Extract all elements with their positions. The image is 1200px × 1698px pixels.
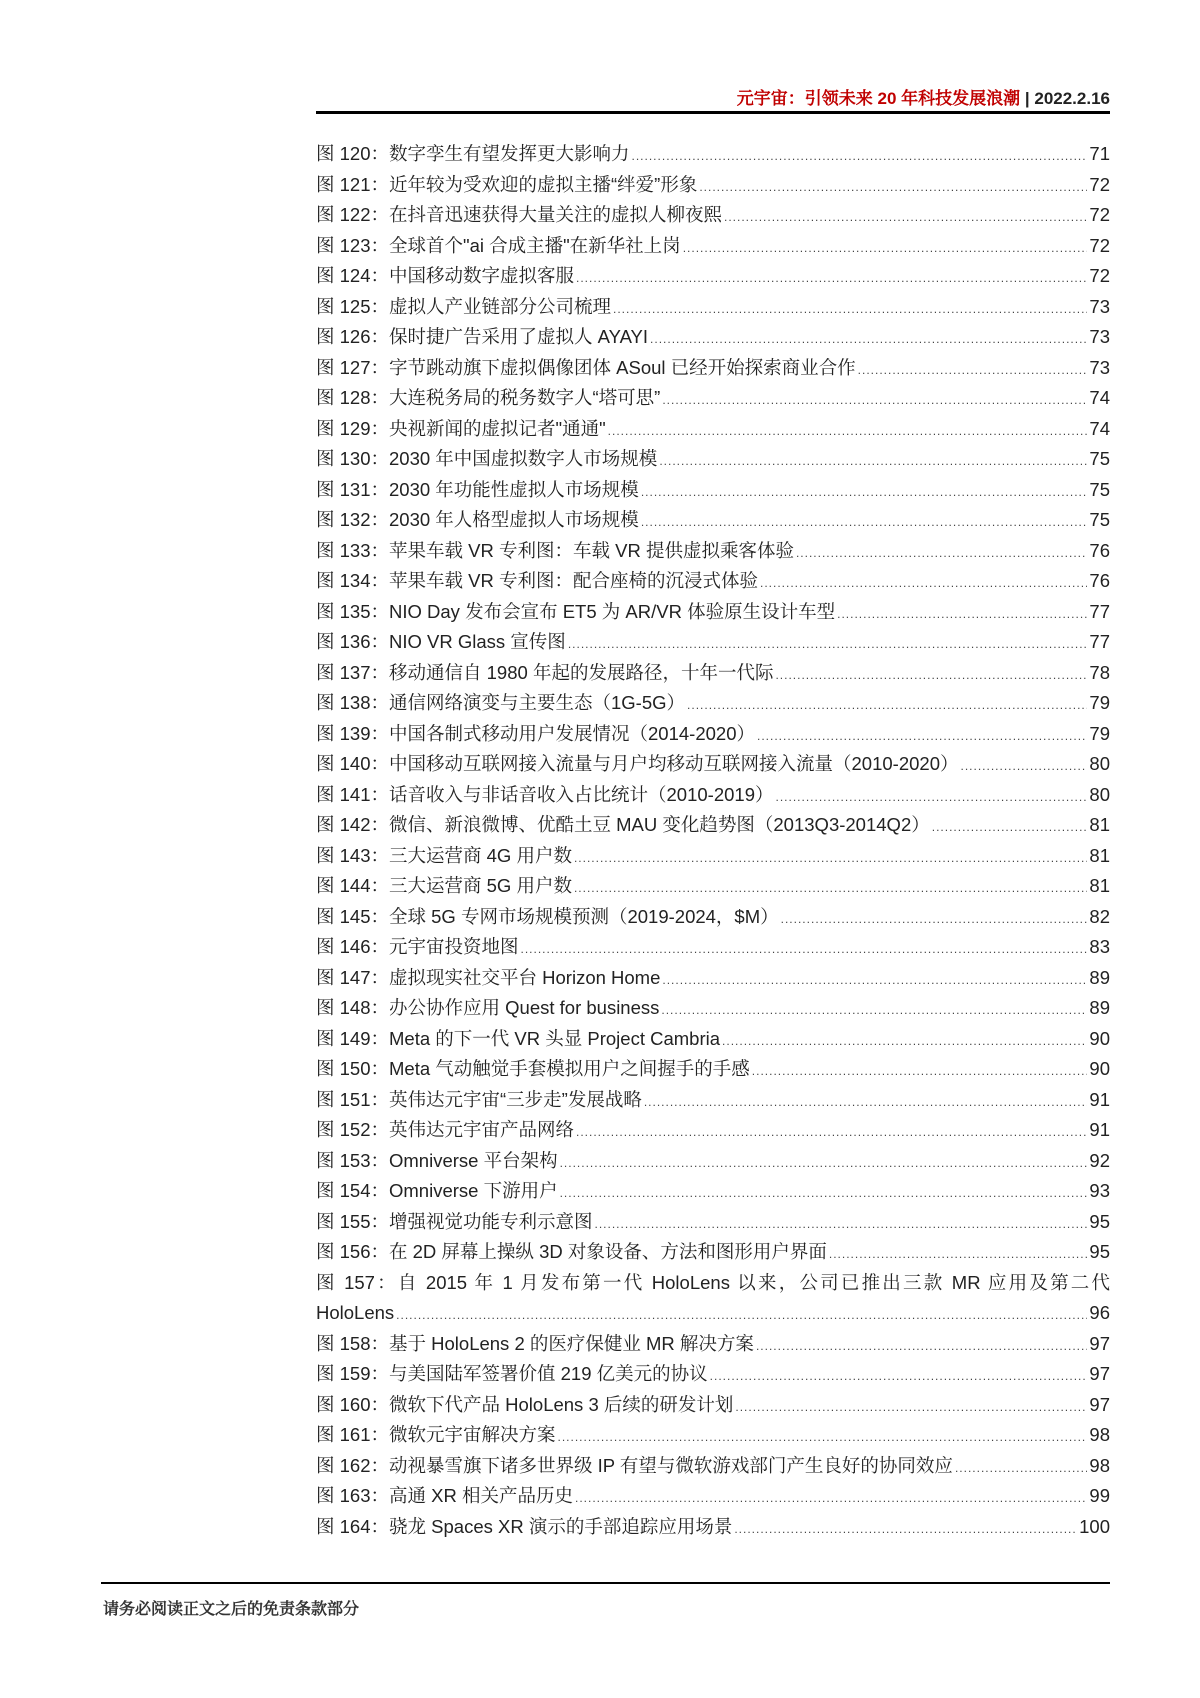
entry-page: 72 bbox=[1089, 204, 1110, 225]
toc-entry[interactable] bbox=[316, 627, 1110, 658]
entry-label: 图 137：移动通信自 1980 年起的发展路径，十年一代际 bbox=[316, 661, 774, 683]
entry-page: 73 bbox=[1089, 326, 1110, 347]
dot-leader bbox=[576, 263, 1087, 294]
dot-leader bbox=[641, 507, 1088, 538]
entry-label: 图 135：NIO Day 发布会宣布 ET5 为 AR/VR 体验原生设计车型 bbox=[316, 600, 836, 622]
footer-disclaimer: 请务必阅读正文之后的免责条款部分 bbox=[103, 1601, 360, 1618]
entry-label: 图 143：三大运营商 4G 用户数 bbox=[316, 844, 572, 866]
entry-label: 图 122：在抖音迅速获得大量关注的虚拟人柳夜熙 bbox=[316, 204, 723, 225]
entry-page: 72 bbox=[1089, 173, 1110, 195]
dot-leader bbox=[560, 1178, 1088, 1209]
entry-label: 图 141：话音收入与非话音收入占比统计（2010-2019） bbox=[316, 783, 774, 805]
entry-label: 图 125：虚拟人产业链部分公司梳理 bbox=[316, 295, 612, 317]
entry-page: 90 bbox=[1089, 1058, 1110, 1079]
toc-entry[interactable] bbox=[316, 780, 1110, 811]
dot-leader bbox=[575, 1483, 1087, 1514]
dot-leader bbox=[775, 782, 1087, 813]
dot-leader bbox=[641, 477, 1088, 508]
toc-entry[interactable] bbox=[316, 505, 1110, 536]
entry-label: 图 149：Meta 的下一代 VR 头显 Project Cambria bbox=[316, 1027, 721, 1049]
entry-page: 95 bbox=[1089, 1210, 1110, 1232]
dot-leader bbox=[710, 1361, 1088, 1392]
toc-entry[interactable] bbox=[316, 688, 1110, 719]
entry-page: 97 bbox=[1089, 1363, 1110, 1384]
header-separator: | bbox=[1024, 89, 1030, 108]
entry-label: 图 126：保时捷广告采用了虚拟人 AYAYI bbox=[316, 326, 649, 347]
toc-entry[interactable] bbox=[316, 1237, 1110, 1268]
toc-entry[interactable] bbox=[316, 1481, 1110, 1512]
dot-leader bbox=[560, 1148, 1088, 1179]
dot-leader bbox=[662, 965, 1087, 996]
entry-label: 图 153：Omniverse 平台架构 bbox=[316, 1149, 558, 1171]
toc-entry[interactable] bbox=[316, 932, 1110, 963]
entry-page: 99 bbox=[1089, 1485, 1110, 1506]
entry-page: 97 bbox=[1089, 1393, 1110, 1415]
toc-entry[interactable] bbox=[316, 963, 1110, 994]
entry-label: 图 148：办公协作应用 Quest for business bbox=[316, 997, 660, 1018]
toc-entry[interactable] bbox=[316, 1512, 1110, 1543]
dot-leader bbox=[576, 1117, 1087, 1148]
entry-label: 图 131：2030 年功能性虚拟人市场规模 bbox=[316, 478, 639, 500]
entry-page: 81 bbox=[1089, 814, 1110, 835]
dot-leader bbox=[796, 538, 1087, 569]
report-title: 元宇宙：引领未来 20 年科技发展浪潮 bbox=[736, 89, 1021, 108]
entry-label: 图 144：三大运营商 5G 用户数 bbox=[316, 875, 572, 896]
entry-page: 72 bbox=[1089, 234, 1110, 256]
entry-label: 图 155：增强视觉功能专利示意图 bbox=[316, 1210, 593, 1232]
entry-label: 图 150：Meta 气动触觉手套模拟用户之间握手的手感 bbox=[316, 1058, 750, 1079]
entry-label: 图 160：微软下代产品 HoloLens 3 后续的研发计划 bbox=[316, 1393, 734, 1415]
toc-entry[interactable] bbox=[316, 841, 1110, 872]
entry-label: 图 156：在 2D 屏幕上操纵 3D 对象设备、方法和图形用户界面 bbox=[316, 1241, 827, 1262]
toc-entry[interactable] bbox=[316, 597, 1110, 628]
entry-label: 图 162：动视暴雪旗下诸多世界级 IP 有望与微软游戏部门产生良好的协同效应 bbox=[316, 1454, 953, 1476]
header-rule bbox=[316, 111, 1110, 114]
dot-leader bbox=[775, 660, 1087, 691]
entry-page: 83 bbox=[1089, 936, 1110, 957]
toc-entry[interactable] bbox=[316, 902, 1110, 933]
entry-label: 图 136：NIO VR Glass 宣传图 bbox=[316, 631, 566, 652]
page-header bbox=[316, 84, 1110, 109]
entry-page: 89 bbox=[1089, 997, 1110, 1018]
dot-leader bbox=[644, 1087, 1088, 1118]
entry-page: 75 bbox=[1089, 478, 1110, 500]
toc-entry[interactable] bbox=[316, 871, 1110, 902]
toc-entry[interactable] bbox=[316, 1329, 1110, 1360]
toc-entry[interactable] bbox=[316, 1451, 1110, 1482]
entry-page: 77 bbox=[1089, 600, 1110, 622]
dot-leader bbox=[752, 1056, 1088, 1087]
toc-entry[interactable] bbox=[316, 292, 1110, 323]
entry-page: 98 bbox=[1089, 1454, 1110, 1476]
dot-leader bbox=[955, 1453, 1087, 1484]
entry-page: 76 bbox=[1089, 570, 1110, 591]
entry-page: 89 bbox=[1089, 966, 1110, 988]
entry-page: 75 bbox=[1089, 509, 1110, 530]
toc-entry[interactable] bbox=[316, 1054, 1110, 1085]
entry-page: 100 bbox=[1079, 1515, 1110, 1537]
entry-page: 78 bbox=[1089, 661, 1110, 683]
toc-entry[interactable] bbox=[316, 353, 1110, 384]
dot-leader bbox=[781, 904, 1088, 935]
dot-leader bbox=[722, 1026, 1087, 1057]
toc-entry[interactable] bbox=[316, 1085, 1110, 1116]
dot-leader bbox=[659, 446, 1087, 477]
entry-label: HoloLens bbox=[316, 1302, 395, 1323]
toc-entry[interactable] bbox=[316, 536, 1110, 567]
entry-page: 96 bbox=[1089, 1302, 1110, 1323]
toc-entry[interactable] bbox=[316, 1359, 1110, 1390]
dot-leader bbox=[756, 1331, 1087, 1362]
entry-page: 91 bbox=[1089, 1088, 1110, 1110]
toc-entry[interactable] bbox=[316, 231, 1110, 262]
entry-label: 图 121：近年较为受欢迎的虚拟主播“绊爱”形象 bbox=[316, 173, 698, 195]
footer-rule bbox=[101, 1582, 1110, 1584]
dot-leader bbox=[608, 416, 1088, 447]
entry-label: 图 147：虚拟现实社交平台 Horizon Home bbox=[316, 966, 661, 988]
toc-entry[interactable] bbox=[316, 1207, 1110, 1238]
entry-label: 图 164：骁龙 Spaces XR 演示的手部追踪应用场景 bbox=[316, 1515, 733, 1537]
entry-label: 图 163：高通 XR 相关产品历史 bbox=[316, 1485, 573, 1506]
toc-entry[interactable] bbox=[316, 810, 1110, 841]
entry-page: 73 bbox=[1089, 356, 1110, 378]
entry-page: 81 bbox=[1089, 875, 1110, 896]
toc-entry[interactable] bbox=[316, 1115, 1110, 1146]
entry-page: 72 bbox=[1089, 265, 1110, 286]
entry-page: 97 bbox=[1089, 1332, 1110, 1354]
entry-label: 图 130：2030 年中国虚拟数字人市场规模 bbox=[316, 448, 658, 469]
entry-label: 图 161：微软元宇宙解决方案 bbox=[316, 1424, 556, 1445]
toc-entry[interactable] bbox=[316, 383, 1110, 414]
dot-leader bbox=[558, 1422, 1088, 1453]
toc-entry[interactable] bbox=[316, 414, 1110, 445]
entry-label: 图 142：微信、新浪微博、优酷土豆 MAU 变化趋势图（2013Q3-2014Q2） bbox=[316, 814, 930, 835]
entry-label: 图 127：字节跳动旗下虚拟偶像团体 ASoul 已经开始探索商业合作 bbox=[316, 356, 856, 378]
dot-leader bbox=[650, 324, 1087, 355]
entry-label: 图 120：数字孪生有望发挥更大影响力 bbox=[316, 143, 630, 164]
entry-label: 图 124：中国移动数字虚拟客服 bbox=[316, 265, 575, 286]
toc-entry[interactable] bbox=[316, 1420, 1110, 1451]
dot-leader bbox=[699, 172, 1087, 203]
entry-label: 图 133：苹果车载 VR 专利图：车载 VR 提供虚拟乘客体验 bbox=[316, 539, 794, 561]
toc-entry-line1[interactable]: 图 157：自 2015 年 1 月发布第一代 HoloLens 以来，公司已推出三款 MR 应用及第二代 bbox=[316, 1271, 1110, 1293]
dot-leader bbox=[396, 1300, 1087, 1331]
toc-entry[interactable] bbox=[316, 719, 1110, 750]
entry-page: 92 bbox=[1089, 1149, 1110, 1171]
toc-entry[interactable] bbox=[316, 139, 1110, 170]
entry-label: 图 140：中国移动互联网接入流量与月户均移动互联网接入流量（2010-2020） bbox=[316, 753, 959, 774]
toc-entry[interactable] bbox=[316, 1176, 1110, 1207]
toc-entry[interactable] bbox=[316, 261, 1110, 292]
entry-label: 图 146：元宇宙投资地图 bbox=[316, 936, 519, 957]
dot-leader bbox=[613, 294, 1087, 325]
entry-page: 95 bbox=[1089, 1241, 1110, 1262]
toc-entry[interactable] bbox=[316, 444, 1110, 475]
entry-page: 90 bbox=[1089, 1027, 1110, 1049]
entry-page: 81 bbox=[1089, 844, 1110, 866]
dot-leader bbox=[574, 843, 1087, 874]
entry-page: 80 bbox=[1089, 783, 1110, 805]
toc-entry[interactable] bbox=[316, 475, 1110, 506]
entry-label: 图 139：中国各制式移动用户发展情况（2014-2020） bbox=[316, 722, 755, 744]
entry-label: 图 151：英伟达元宇宙“三步走”发展战略 bbox=[316, 1088, 642, 1110]
entry-page: 74 bbox=[1089, 417, 1110, 439]
dot-leader bbox=[595, 1209, 1088, 1240]
dot-leader bbox=[858, 355, 1088, 386]
report-date: 2022.2.16 bbox=[1034, 89, 1110, 108]
dot-leader bbox=[837, 599, 1087, 630]
entry-label: 图 152：英伟达元宇宙产品网络 bbox=[316, 1119, 575, 1140]
entry-page: 91 bbox=[1089, 1119, 1110, 1140]
figure-list bbox=[316, 139, 1110, 1542]
toc-entry[interactable] bbox=[316, 658, 1110, 689]
dot-leader bbox=[735, 1392, 1087, 1423]
entry-label: 图 145：全球 5G 专网市场规模预测（2019-2024，$M） bbox=[316, 905, 779, 927]
dot-leader bbox=[661, 995, 1087, 1026]
dot-leader bbox=[734, 1514, 1077, 1545]
dot-leader bbox=[683, 233, 1088, 264]
dot-leader bbox=[757, 721, 1087, 752]
entry-page: 79 bbox=[1089, 692, 1110, 713]
entry-page: 75 bbox=[1089, 448, 1110, 469]
toc-entry[interactable] bbox=[316, 749, 1110, 780]
toc-entry[interactable] bbox=[316, 1024, 1110, 1055]
dot-leader bbox=[632, 141, 1088, 172]
entry-label: 图 128：大连税务局的税务数字人“塔可思” bbox=[316, 387, 661, 408]
dot-leader bbox=[662, 385, 1087, 416]
entry-label: 图 134：苹果车载 VR 专利图：配合座椅的沉浸式体验 bbox=[316, 570, 758, 591]
dot-leader bbox=[687, 690, 1087, 721]
toc-entry[interactable] bbox=[316, 170, 1110, 201]
dot-leader bbox=[829, 1239, 1088, 1270]
dot-leader bbox=[568, 629, 1088, 660]
dot-leader bbox=[724, 202, 1087, 233]
entry-page: 77 bbox=[1089, 631, 1110, 652]
dot-leader bbox=[932, 812, 1088, 843]
toc-entry[interactable] bbox=[316, 566, 1110, 597]
entry-label: 图 138：通信网络演变与主要生态（1G-5G） bbox=[316, 692, 686, 713]
entry-page: 80 bbox=[1089, 753, 1110, 774]
entry-page: 74 bbox=[1089, 387, 1110, 408]
entry-label: 图 123：全球首个"ai 合成主播"在新华社上岗 bbox=[316, 234, 681, 256]
dot-leader bbox=[521, 934, 1088, 965]
entry-page: 71 bbox=[1089, 143, 1110, 164]
entry-page: 93 bbox=[1089, 1180, 1110, 1201]
entry-page: 79 bbox=[1089, 722, 1110, 744]
entry-page: 73 bbox=[1089, 295, 1110, 317]
dot-leader bbox=[574, 873, 1087, 904]
dot-leader bbox=[960, 751, 1087, 782]
dot-leader bbox=[760, 568, 1087, 599]
entry-label: 图 158：基于 HoloLens 2 的医疗保健业 MR 解决方案 bbox=[316, 1332, 754, 1354]
entry-label: 图 132：2030 年人格型虚拟人市场规模 bbox=[316, 509, 639, 530]
toc-entry[interactable] bbox=[316, 993, 1110, 1024]
entry-page: 82 bbox=[1089, 905, 1110, 927]
entry-label: 图 159：与美国陆军签署价值 219 亿美元的协议 bbox=[316, 1363, 708, 1384]
toc-entry[interactable] bbox=[316, 322, 1110, 353]
toc-entry[interactable] bbox=[316, 1146, 1110, 1177]
toc-entry[interactable] bbox=[316, 1390, 1110, 1421]
entry-label: 图 154：Omniverse 下游用户 bbox=[316, 1180, 558, 1201]
entry-page: 76 bbox=[1089, 539, 1110, 561]
entry-label: 图 129：央视新闻的虚拟记者"通通" bbox=[316, 417, 606, 439]
entry-page: 98 bbox=[1089, 1424, 1110, 1445]
toc-entry[interactable] bbox=[316, 200, 1110, 231]
toc-entry[interactable] bbox=[316, 1298, 1110, 1329]
